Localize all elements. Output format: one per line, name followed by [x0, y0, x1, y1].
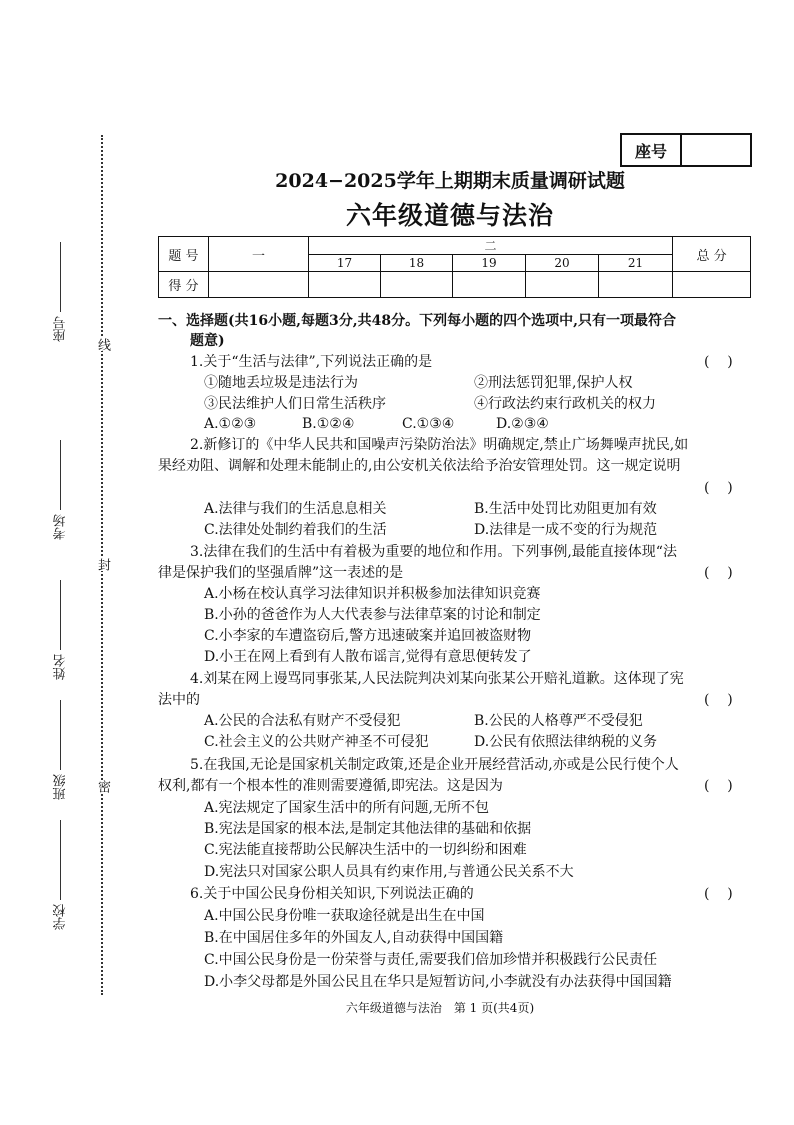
q1-answer-paren[interactable]: ( ): [704, 354, 733, 370]
q2-option-a[interactable]: A.法律与我们的生活息息相关: [204, 501, 387, 517]
score-table-q20: 20: [526, 255, 599, 272]
score-table-row2-label: 得 分: [159, 272, 209, 298]
q5-answer-paren[interactable]: ( ): [704, 778, 733, 794]
exam-title: 2024−2025学年上期期末质量调研试题: [275, 170, 625, 192]
margin-school-label: 学校: [53, 904, 69, 930]
margin-name-field[interactable]: [50, 580, 72, 680]
margin-class-line: [61, 700, 62, 770]
score-table-q17: 17: [309, 255, 381, 272]
section1-heading-cont: 题意): [190, 333, 225, 349]
seat-number-blank[interactable]: [682, 135, 750, 165]
margin-school-line: [61, 820, 62, 900]
q6-option-d[interactable]: D.小李父母都是外国公民且在华只是短暂访问,小李就没有办法获得中国国籍: [204, 974, 672, 990]
score-cell-q20[interactable]: [526, 272, 599, 298]
q4-option-c[interactable]: C.社会主义的公共财产神圣不可侵犯: [204, 734, 429, 750]
q4-stem-cont: 法中的: [158, 692, 200, 708]
margin-exam-room-label: 考场: [53, 514, 69, 540]
section1-heading: 一、选择题(共16小题,每题3分,共48分。下列每小题的四个选项中,只有一项最符合: [158, 313, 676, 329]
score-cell-q21[interactable]: [599, 272, 673, 298]
score-table-q21: 21: [599, 255, 673, 272]
score-table-q19: 19: [453, 255, 526, 272]
margin-name-label: 姓名: [53, 654, 69, 680]
score-table-part1: 一: [209, 237, 309, 272]
margin-seat-field[interactable]: [50, 242, 72, 342]
q4-option-a[interactable]: A.公民的合法私有财产不受侵犯: [204, 713, 401, 729]
q4-option-b[interactable]: B.公民的人格尊严不受侵犯: [474, 713, 643, 729]
margin-seat-line: [61, 242, 62, 312]
q1-item-4: ④行政法约束行政机关的权力: [474, 396, 656, 412]
q4-answer-paren[interactable]: ( ): [704, 692, 733, 708]
q2-stem: 2.新修订的《中华人民共和国噪声污染防治法》明确规定,禁止广场舞噪声扰民,如: [190, 437, 689, 453]
seal-char-mi: 密: [92, 780, 112, 793]
q5-option-d[interactable]: D.宪法只对国家公职人员具有约束作用,与普通公民关系不大: [204, 864, 574, 880]
seat-number-box: [620, 133, 752, 167]
q2-option-c[interactable]: C.法律处处制约着我们的生活: [204, 522, 387, 538]
q3-option-c[interactable]: C.小李家的车遭盗窃后,警方迅速破案并追回被盗财物: [204, 628, 532, 644]
score-cell-q17[interactable]: [309, 272, 381, 298]
q1-option-c[interactable]: C.①③④: [402, 416, 455, 432]
q1-stem: 1.关于“生活与法律”,下列说法正确的是: [190, 354, 433, 370]
score-table-row1-label: 题 号: [159, 237, 209, 272]
q5-option-c[interactable]: C.宪法能直接帮助公民解决生活中的一切纠纷和困难: [204, 842, 527, 858]
q1-item-1: ①随地丢垃圾是违法行为: [204, 375, 358, 391]
q3-stem-cont: 律是保护我们的坚强盾牌”这一表述的是: [158, 565, 404, 581]
margin-seat-label: 座号: [53, 316, 69, 342]
q6-option-b[interactable]: B.在中国居住多年的外国友人,自动获得中国国籍: [204, 930, 504, 946]
q3-answer-paren[interactable]: ( ): [704, 565, 733, 581]
subject-title: 六年级道德与法治: [345, 201, 554, 230]
margin-name-line: [61, 580, 62, 650]
score-cell-q19[interactable]: [453, 272, 526, 298]
q1-option-a[interactable]: A.①②③: [204, 416, 257, 432]
q3-stem: 3.法律在我们的生活中有着极为重要的地位和作用。下列事例,最能直接体现“法: [190, 544, 677, 560]
score-table-total-label: 总 分: [673, 237, 751, 272]
q6-option-c[interactable]: C.中国公民身份是一份荣誉与责任,需要我们倍加珍惜并积极践行公民责任: [204, 952, 658, 968]
q3-option-b[interactable]: B.小孙的爸爸作为人大代表参与法律草案的讨论和制定: [204, 607, 541, 623]
margin-exam-room-field[interactable]: [50, 440, 72, 540]
score-cell-q18[interactable]: [381, 272, 453, 298]
q1-item-3: ③民法维护人们日常生活秩序: [204, 396, 386, 412]
q5-option-b[interactable]: B.宪法是国家的根本法,是制定其他法律的基础和依据: [204, 821, 532, 837]
score-cell-part1[interactable]: [209, 272, 309, 298]
seal-char-xian: 线: [92, 338, 112, 351]
page-footer: 六年级道德与法治 第 1 页(共4页): [345, 1001, 535, 1015]
score-cell-total[interactable]: [673, 272, 751, 298]
q5-option-a[interactable]: A.宪法规定了国家生活中的所有问题,无所不包: [204, 800, 490, 816]
q6-stem: 6.关于中国公民身份相关知识,下列说法正确的: [190, 886, 474, 902]
q3-option-a[interactable]: A.小杨在校认真学习法律知识并积极参加法律知识竞赛: [204, 586, 541, 602]
score-table-q18: 18: [381, 255, 453, 272]
margin-school-field[interactable]: [50, 820, 72, 930]
q1-option-b[interactable]: B.①②④: [302, 416, 355, 432]
q3-option-d[interactable]: D.小王在网上看到有人散布谣言,觉得有意思便转发了: [204, 649, 532, 665]
score-table-part2: 二: [309, 237, 673, 255]
q6-answer-paren[interactable]: ( ): [704, 886, 733, 902]
q1-option-d[interactable]: D.②③④: [496, 416, 549, 432]
q2-option-d[interactable]: D.法律是一成不变的行为规范: [474, 522, 658, 538]
q1-item-2: ②刑法惩罚犯罪,保护人权: [474, 375, 633, 391]
q2-option-b[interactable]: B.生活中处罚比劝阻更加有效: [474, 501, 657, 517]
q4-option-d[interactable]: D.公民有依照法律纳税的义务: [474, 734, 658, 750]
margin-class-label: 班级: [53, 774, 69, 800]
q4-stem: 4.刘某在网上谩骂同事张某,人民法院判决刘某向张某公开赔礼道歉。这体现了宪: [190, 671, 684, 687]
q5-stem: 5.在我国,无论是国家机关制定政策,还是企业开展经营活动,亦或是公民行使个人: [190, 757, 679, 773]
q2-stem-cont: 果经劝阻、调解和处理未能制止的,由公安机关依法给予治安管理处罚。这一规定说明: [158, 458, 681, 474]
seat-number-label: 座号: [622, 135, 682, 165]
score-table: [158, 236, 751, 298]
margin-exam-room-line: [61, 440, 62, 510]
seal-char-feng: 封: [92, 558, 112, 571]
q2-answer-paren[interactable]: ( ): [704, 480, 733, 496]
q5-stem-cont: 权利,都有一个根本性的准则需要遵循,即宪法。这是因为: [158, 778, 503, 794]
margin-class-field[interactable]: [50, 700, 72, 800]
q6-option-a[interactable]: A.中国公民身份唯一获取途径就是出生在中国: [204, 908, 485, 924]
